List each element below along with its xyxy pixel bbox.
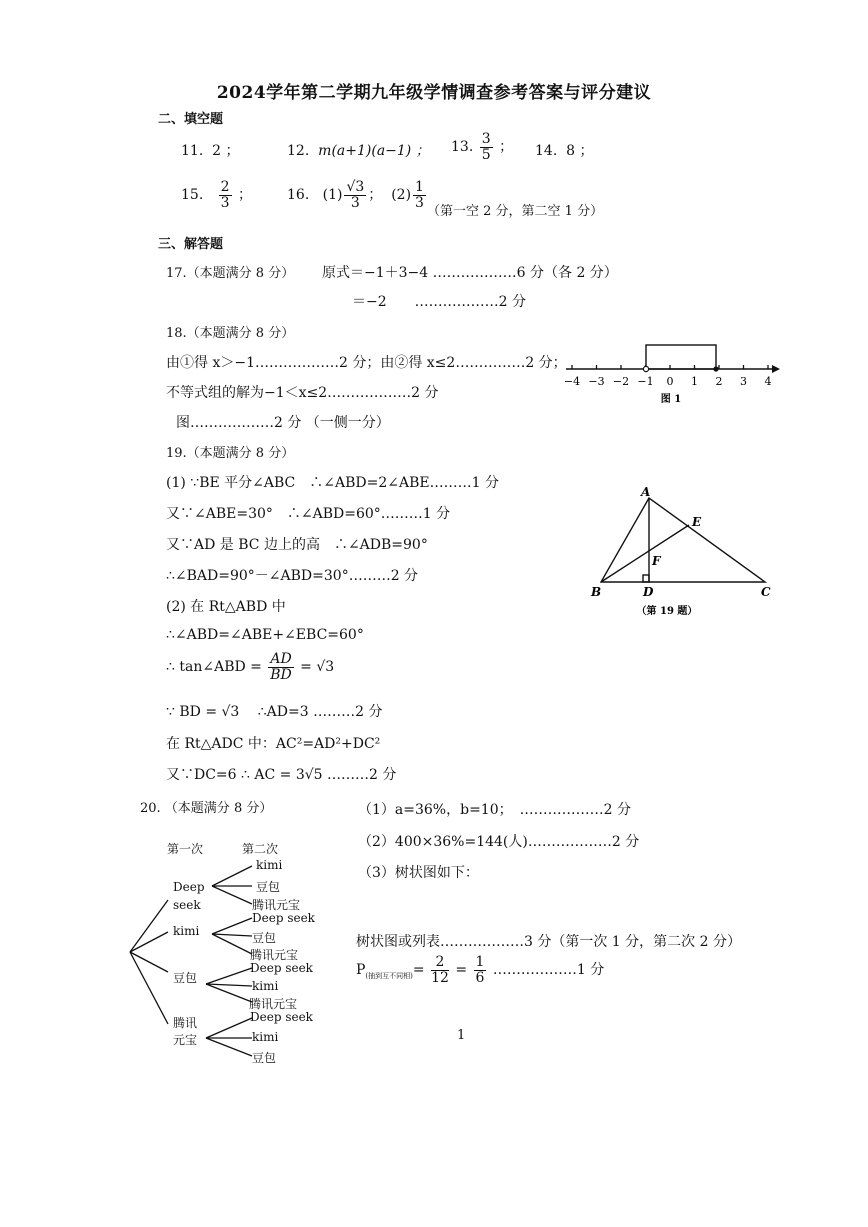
q20-heading: 20. （本题满分 8 分） bbox=[140, 801, 273, 816]
q20-line4: 树状图或列表………………3 分（第一次 1 分，第二次 2 分） bbox=[356, 934, 741, 950]
q19-heading: 19.（本题满分 8 分） bbox=[166, 446, 295, 461]
q19-line-6: ∴∠ABD=∠ABE+∠EBC=60° bbox=[166, 627, 364, 643]
triangle-figure bbox=[585, 480, 785, 625]
label-F: F bbox=[652, 554, 661, 568]
answer-16: 16. (1) $\frac{√3}{3}$ ； (2) $\frac{1}{3}$ bbox=[287, 179, 424, 211]
number-line-tick-label: 1 bbox=[691, 375, 698, 388]
q17-line2: ＝−2 ………………2 分 bbox=[352, 294, 526, 310]
tree-second-1-1: kimi bbox=[256, 858, 283, 872]
number-line-figure bbox=[560, 335, 780, 407]
q17-heading: 17.（本题满分 8 分） bbox=[166, 266, 295, 281]
q19-line-7: ∵ BD = √3 ∴AD=3 ………2 分 bbox=[166, 704, 383, 720]
q18-line1: 由①得 x＞−1………………2 分；由②得 x≤2……………2 分； bbox=[166, 355, 567, 371]
page-title: 2024学年第二学期九年级学情调查参考答案与评分建议 bbox=[216, 83, 652, 103]
q18-line2: 不等式组的解为−1＜x≤2………………2 分 bbox=[166, 385, 439, 401]
tree-second-4-3: 豆包 bbox=[252, 1051, 277, 1065]
label-D: D bbox=[643, 585, 654, 599]
q19-line-8: 在 Rt△ADC 中：AC²=AD²+DC² bbox=[166, 736, 381, 752]
q19-line-1: (1) ∵BE 平分∠ABC ∴∠ABD=2∠ABE………1 分 bbox=[166, 475, 499, 491]
q17-line1: 原式＝−1＋3−4 ………………6 分（各 2 分） bbox=[322, 265, 618, 281]
q20-line1: （1）a=36%，b=10； ………………2 分 bbox=[358, 802, 631, 818]
tree-second-3-1: Deep seek bbox=[250, 961, 313, 975]
q19-line-9: 又∵DC=6 ∴ AC = 3√5 ………2 分 bbox=[166, 767, 397, 783]
number-line-tick-label: 2 bbox=[715, 375, 723, 388]
q19-line-2: 又∵∠ABE=30° ∴∠ABD=60°………1 分 bbox=[166, 506, 451, 522]
number-line-tick-label: −2 bbox=[612, 375, 630, 388]
q20-line3: （3）树状图如下： bbox=[358, 865, 479, 881]
tree-second-4-1: Deep seek bbox=[250, 1010, 313, 1024]
triangle-caption: （第 19 题） bbox=[636, 606, 698, 617]
label-B: B bbox=[591, 585, 602, 599]
tree-col-first: 第一次 bbox=[167, 842, 204, 856]
tree-second-2-2: 豆包 bbox=[252, 931, 277, 945]
number-line-tick-label: −1 bbox=[637, 375, 654, 388]
q19-line-3: 又∵AD 是 BC 边上的高 ∴∠ADB=90° bbox=[166, 537, 428, 553]
answer-16-note: （第一空 2 分，第二空 1 分） bbox=[427, 204, 604, 219]
section-heading-fill-blank: 二、填空题 bbox=[158, 112, 224, 127]
label-E: E bbox=[692, 515, 702, 529]
answer-15: 15. $\frac{2}{3}$ ； bbox=[181, 179, 252, 211]
q20-probability: $P_{(抽到互不同相)}=$ $\frac{2}{12}$ = $\frac{1}{6}$ ………………1 分 bbox=[356, 954, 605, 986]
q19-line-4: ∴∠BAD=90°－∠ABD=30°………2 分 bbox=[166, 568, 419, 584]
number-line-tick-label: −4 bbox=[563, 375, 581, 388]
label-C: C bbox=[761, 585, 771, 599]
tree-first-deepseek: Deep seek bbox=[173, 880, 205, 912]
tree-second-3-2: kimi bbox=[252, 979, 279, 993]
answer-12: 12. m(a+1)(a−1) ； bbox=[287, 143, 430, 159]
q19-line-5: (2) 在 Rt△ABD 中 bbox=[166, 599, 286, 615]
tree-col-second: 第二次 bbox=[242, 842, 279, 856]
number-line-tick-label: 3 bbox=[740, 375, 747, 388]
q18-heading: 18.（本题满分 8 分） bbox=[166, 326, 295, 341]
section-heading-solutions: 三、解答题 bbox=[158, 237, 224, 252]
answer-13: 13. $\frac{3}{5}$ ； bbox=[451, 131, 514, 163]
q20-line2: （2）400×36%=144(人)………………2 分 bbox=[358, 834, 640, 850]
tree-second-4-2: kimi bbox=[252, 1030, 279, 1044]
number-line-tick-label: 0 bbox=[666, 375, 674, 388]
q18-line3: 图………………2 分 （一侧一分） bbox=[176, 415, 390, 431]
tree-first-yuanbao: 腾讯元宝 bbox=[173, 1016, 198, 1047]
number-line-tick-label: 4 bbox=[764, 375, 772, 388]
answer-11: 11. 2 ； bbox=[181, 143, 240, 159]
tree-second-1-3: 腾讯元宝 bbox=[252, 898, 301, 912]
q19-tan-line: ∴ tan∠ABD = $\frac{AD}{BD}$ = √3 bbox=[166, 651, 335, 683]
page-number: 1 bbox=[457, 1028, 466, 1043]
tree-first-doubao: 豆包 bbox=[173, 971, 198, 985]
tree-second-1-2: 豆包 bbox=[256, 880, 281, 894]
tree-second-2-3: 腾讯元宝 bbox=[250, 948, 299, 962]
number-line-caption: 图 1 bbox=[660, 394, 682, 405]
tree-diagram bbox=[120, 860, 360, 1070]
tree-first-kimi: kimi bbox=[173, 924, 200, 938]
tree-second-2-1: Deep seek bbox=[252, 911, 315, 925]
tree-second-3-3: 腾讯元宝 bbox=[249, 997, 298, 1011]
answer-14: 14. 8 ； bbox=[535, 143, 594, 159]
number-line-tick-label: −3 bbox=[588, 375, 605, 388]
label-A: A bbox=[641, 485, 651, 499]
